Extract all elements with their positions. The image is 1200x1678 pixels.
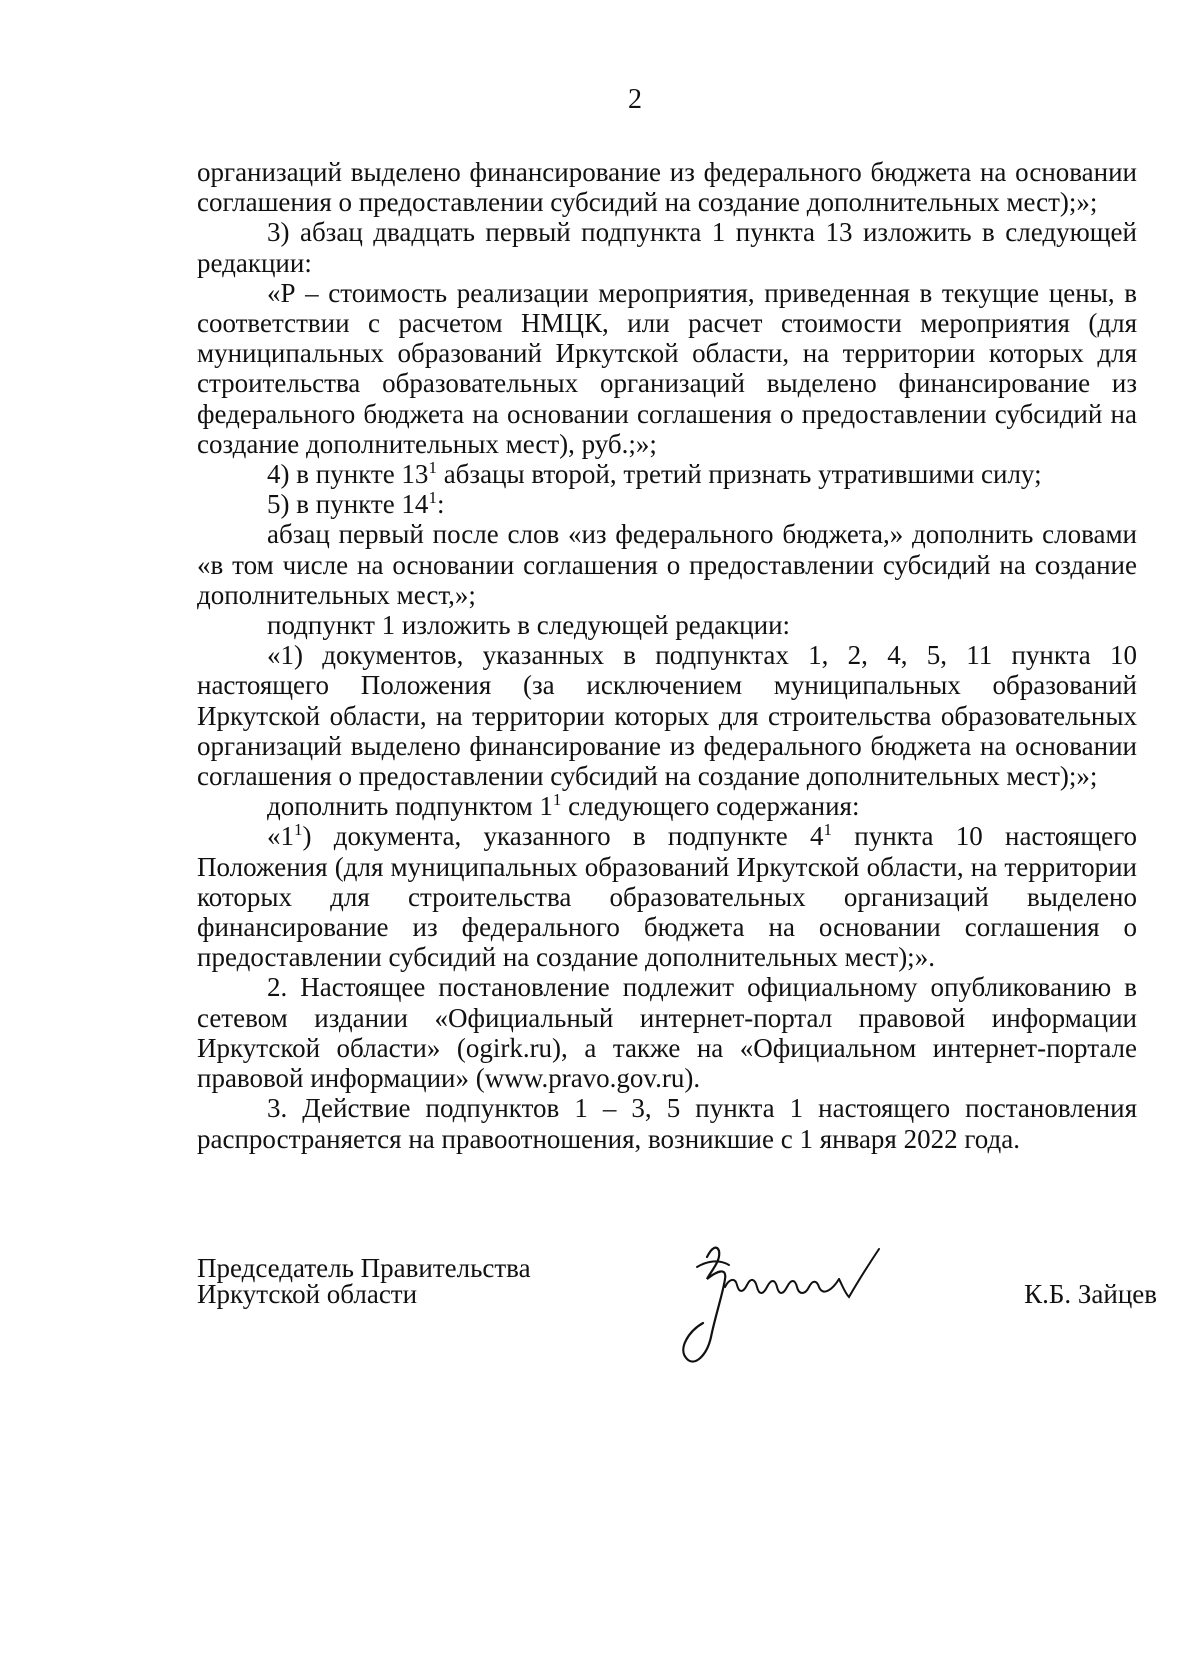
amendment-3-text-end: следующего содержания: [561, 791, 860, 822]
paragraph-clause-3: 3. Действие подпунктов 1 – 3, 5 пункта 1 настоящего постановления распространяется на правоотношения, возникшие с 1 января 2022 года. [197, 1093, 1137, 1154]
paragraph-quote-p: «Р – стоимость реализации мероприятия, приведенная в текущие цены, в соответствии с расчетом НМЦК, или расчет стоимости мероприятия (для муниципальных образований Иркутской области, на территории которых для строительства образовательных организаций выделено финансирование из федерального бюджета на основании соглашения о предоставлении субсидий на создание дополнительных мест), руб.;»; [197, 277, 1137, 459]
amendment-3-text-start: дополнить подпунктом 1 [267, 791, 553, 822]
signature-block [197, 1255, 1157, 1395]
paragraph-amendment-2: подпункт 1 изложить в следующей редакции: [267, 610, 791, 641]
paragraph-amendment-3 [197, 791, 1137, 821]
paragraph-item-5 [197, 489, 1137, 519]
signer-position-line-1: Председатель Правительства [197, 1253, 531, 1283]
paragraph-item-3: 3) абзац двадцать первый подпункта 1 пункта 13 изложить в следующей редакции: [197, 217, 1137, 278]
signer-position-line-2: Иркутской области [197, 1279, 418, 1309]
paragraph-item-4 [197, 459, 1137, 489]
paragraph-clause-2: 2. Настоящее постановление подлежит официальному опубликованию в сетевом издании «Официальный интернет-портал правовой информации Иркутской области» (ogirk.ru), а также на «Официальном интернет-портале правовой информации» (www.pravo.gov.ru). [197, 972, 1137, 1094]
item-5-text-start: 5) в пункте 14 [267, 489, 429, 520]
quote-text-middle: ) документа, указанного в подпункте 4 [302, 821, 824, 852]
superscript: 1 [552, 790, 562, 810]
item-4-text-end: абзацы второй, третий признать утратившими силу; [436, 459, 1042, 490]
document-body [197, 157, 1137, 1154]
page-number: 2 [628, 84, 642, 115]
paragraph-continuation: организаций выделено финансирование из федерального бюджета на основании соглашения о предоставлении субсидий на создание дополнительных мест);»; [197, 157, 1137, 218]
quote-text-end: пункта 10 настоящего Положения (для муниципальных образований Иркутской области, на территории которых для строительства образовательных организаций выделено финансирование из федерального бюджета на основании соглашения о предоставлении субсидий на создание дополнительных мест);». [197, 821, 1137, 973]
superscript: 1 [428, 458, 437, 478]
item-5-text-end: : [436, 489, 445, 520]
paragraph-quote-subitem-1-1 [197, 821, 1137, 972]
item-4-text-start: 4) в пункте 13 [267, 459, 429, 490]
paragraph-quote-subitem-1: «1) документов, указанных в подпунктах 1, 2, 4, 5, 11 пункта 10 настоящего Положения (за исключением муниципальных образований Иркутской области, на территории которых для строительства образовательных организаций выделено финансирование из федерального бюджета на основании соглашения о предоставлении субсидий на создание дополнительных мест);»; [197, 640, 1137, 792]
superscript: 1 [823, 820, 833, 840]
superscript: 1 [294, 820, 303, 840]
paragraph-amendment-1: абзац первый после слов «из федерального бюджета,» дополнить словами «в том числе на основании соглашения о предоставлении субсидий на создание дополнительных мест,»; [197, 519, 1137, 610]
superscript: 1 [428, 488, 437, 508]
signer-position [197, 1255, 531, 1307]
handwritten-signature [667, 1227, 907, 1377]
signer-name: К.Б. Зайцев [1024, 1279, 1157, 1309]
quote-text-start: «1 [267, 821, 294, 852]
